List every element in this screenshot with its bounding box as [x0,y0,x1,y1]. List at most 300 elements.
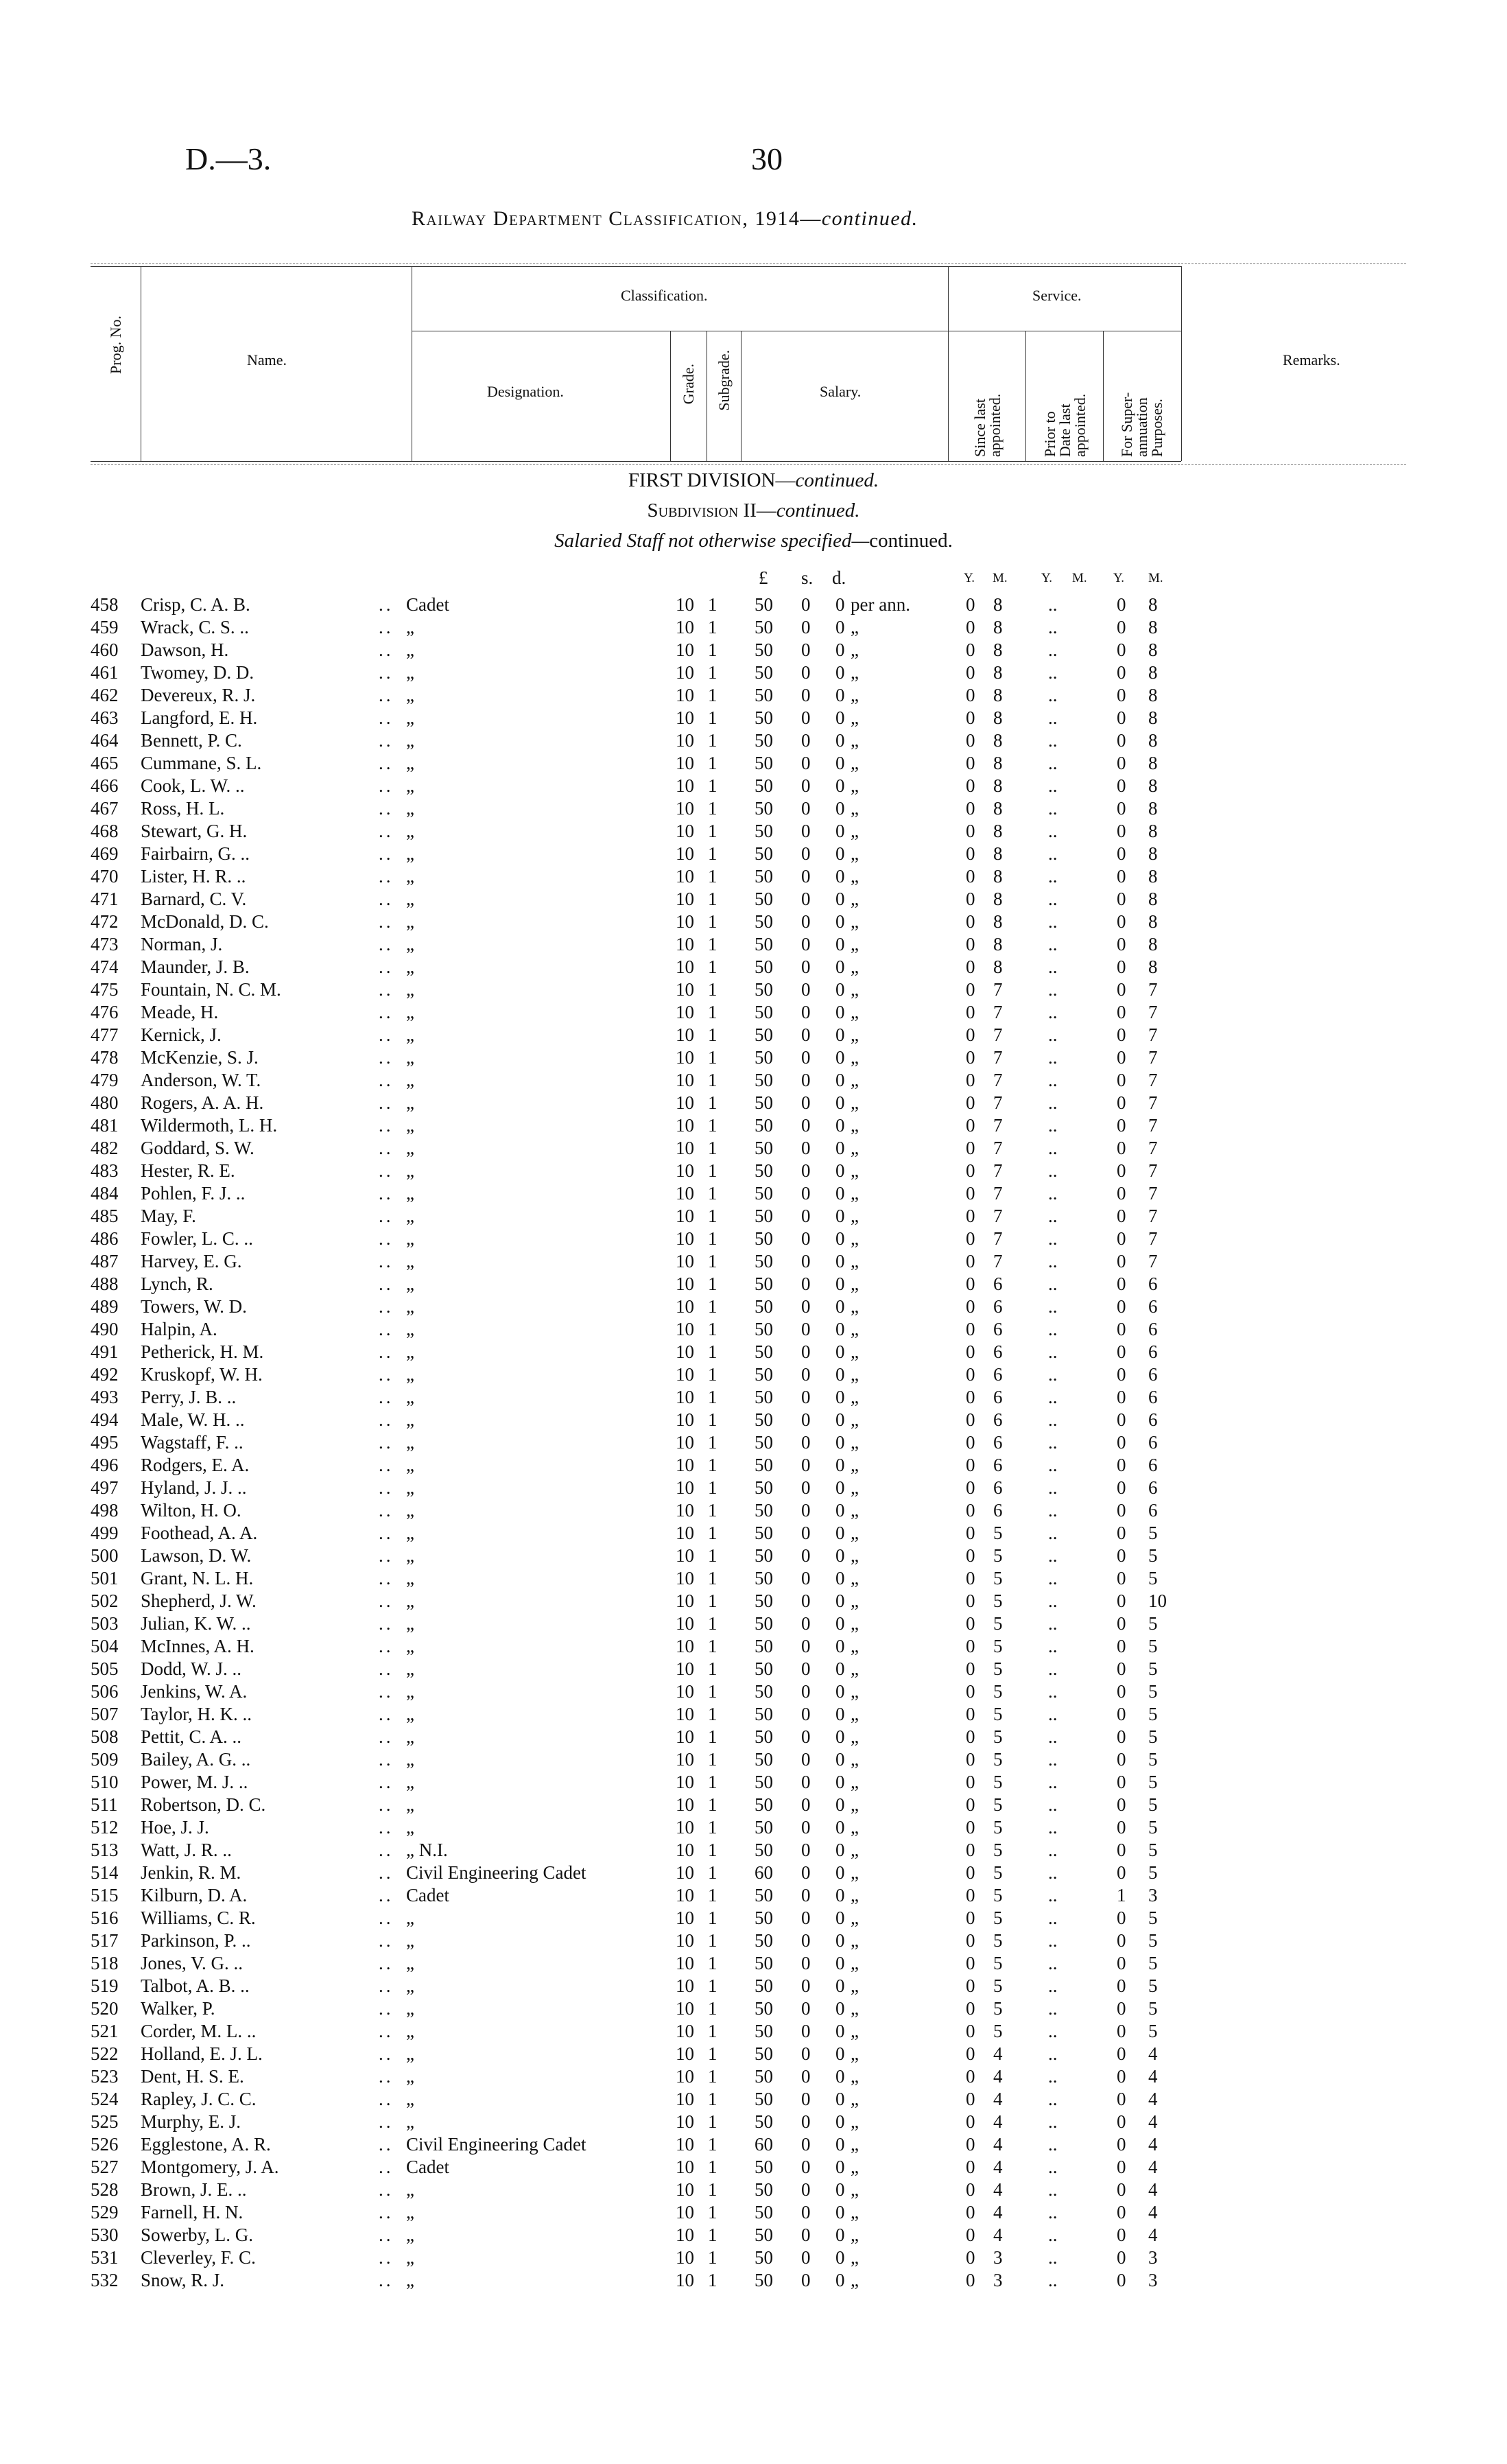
salary-shillings: 0 [801,957,811,977]
prior-service: .. [1048,1568,1058,1588]
prog-no: 463 [91,707,119,728]
since-years: 0 [966,1794,975,1815]
prior-service: .. [1048,1794,1058,1815]
since-years: 0 [966,1975,975,1996]
grade: 10 [676,1319,694,1339]
designation: „ [406,1500,414,1521]
super-years: 0 [1117,1772,1126,1792]
grade: 10 [676,1885,694,1905]
staff-name: Talbot, A. B. .. [141,1975,250,1996]
salary-period: „ [851,685,859,705]
salary-period: „ [851,1047,859,1068]
prior-service: .. [1048,1183,1058,1204]
table-row [0,1001,1507,1024]
since-months: 8 [993,843,1003,864]
salary-pence: 0 [835,1115,845,1136]
salary-pounds: 50 [755,1092,773,1113]
salary-shillings: 0 [801,1749,811,1770]
prior-service: .. [1048,1228,1058,1249]
since-months: 5 [993,1568,1003,1588]
prog-no: 505 [91,1658,119,1679]
table-row [0,1975,1507,1997]
salary-shillings: 0 [801,2179,811,2200]
since-years: 0 [966,1296,975,1317]
salary-period: „ [851,1817,859,1838]
salary-pounds: 50 [755,2202,773,2222]
prior-service: .. [1048,843,1058,864]
prog-no: 495 [91,1432,119,1453]
leader-dots: .. [379,911,394,932]
salary-pence: 0 [835,1477,845,1498]
salary-pounds: 50 [755,798,773,819]
table-row [0,1024,1507,1046]
salary-period: „ [851,2066,859,2087]
header-service: Service. [1032,287,1082,304]
grade: 10 [676,1953,694,1973]
salary-shillings: 0 [801,1002,811,1022]
staff-name: Kernick, J. [141,1024,222,1045]
salary-period: „ [851,1319,859,1339]
since-years: 0 [966,1319,975,1339]
table-row [0,1839,1507,1862]
salary-shillings: 0 [801,1591,811,1611]
prior-service: .. [1048,2270,1058,2290]
salary-pounds: 50 [755,1817,773,1838]
salary-pounds: 50 [755,1613,773,1634]
salary-pence: 0 [835,2066,845,2087]
since-months: 4 [993,2157,1003,2177]
since-years: 0 [966,2043,975,2064]
salary-shillings: 0 [801,1047,811,1068]
staff-name: Hester, R. E. [141,1160,235,1181]
since-years: 0 [966,753,975,773]
designation: Cadet [406,1885,449,1905]
super-years: 0 [1117,1138,1126,1158]
unit-since-years: Y. [964,571,975,585]
staff-name: Crisp, C. A. B. [141,594,250,615]
grade: 10 [676,1206,694,1226]
since-years: 0 [966,1568,975,1588]
leader-dots: .. [379,2089,394,2109]
salary-pence: 0 [835,1568,845,1588]
staff-name: Wagstaff, F. .. [141,1432,244,1453]
grade: 10 [676,1772,694,1792]
staff-name: Foothead, A. A. [141,1523,258,1543]
designation: „ [406,2043,414,2064]
table-row [0,1318,1507,1341]
header-name: Name. [247,351,287,368]
super-months: 5 [1148,2021,1158,2041]
salary-pence: 0 [835,1908,845,1928]
since-years: 0 [966,1160,975,1181]
prior-service: .. [1048,1908,1058,1928]
leader-dots: .. [379,1704,394,1724]
salary-shillings: 0 [801,1636,811,1656]
since-years: 0 [966,1749,975,1770]
grade: 10 [676,1500,694,1521]
salary-pounds: 50 [755,934,773,954]
salary-period: per ann. [851,594,910,615]
staff-name: Holland, E. J. L. [141,2043,263,2064]
staff-name: Williams, C. R. [141,1908,256,1928]
table-row [0,1092,1507,1114]
salary-period: „ [851,753,859,773]
super-months: 7 [1148,1115,1158,1136]
prog-no: 492 [91,1364,119,1385]
leader-dots: .. [379,957,394,977]
super-years: 0 [1117,798,1126,819]
grade: 10 [676,1160,694,1181]
salary-shillings: 0 [801,1681,811,1702]
since-months: 7 [993,1206,1003,1226]
since-years: 0 [966,1206,975,1226]
salary-shillings: 0 [801,1523,811,1543]
subgrade: 1 [708,1885,717,1905]
table-row [0,956,1507,978]
super-years: 0 [1117,1296,1126,1317]
designation: Cadet [406,594,449,615]
leader-dots: .. [379,617,394,637]
super-years: 0 [1117,1726,1126,1747]
super-years: 0 [1117,1817,1126,1838]
salary-pounds: 50 [755,2066,773,2087]
super-years: 0 [1117,1704,1126,1724]
leader-dots: .. [379,1749,394,1770]
since-months: 5 [993,1975,1003,1996]
prior-service: .. [1048,1591,1058,1611]
prog-no: 461 [91,662,119,683]
prog-no: 471 [91,889,119,909]
salary-pence: 0 [835,1319,845,1339]
subgrade: 1 [708,2134,717,2155]
since-years: 0 [966,662,975,683]
designation: „ [406,1160,414,1181]
grade: 10 [676,889,694,909]
salary-period: „ [851,2179,859,2200]
since-years: 0 [966,1613,975,1634]
unit-shillings: s. [801,567,814,588]
subgrade: 1 [708,889,717,909]
col-line-designation [670,331,671,461]
since-months: 3 [993,2247,1003,2268]
header-prog-no: Prog. No. [107,316,124,374]
leader-dots: .. [379,1840,394,1860]
super-years: 0 [1117,753,1126,773]
table-row [0,2269,1507,2292]
super-years: 0 [1117,685,1126,705]
grade: 10 [676,594,694,615]
salary-shillings: 0 [801,1364,811,1385]
col-line-prior [1103,331,1104,461]
subgrade: 1 [708,1953,717,1973]
table-row [0,2111,1507,2133]
unit-pound: £ [759,567,768,588]
prior-service: .. [1048,1840,1058,1860]
salary-pounds: 50 [755,1749,773,1770]
since-months: 8 [993,934,1003,954]
table-row [0,1431,1507,1454]
super-years: 0 [1117,934,1126,954]
designation: „ [406,1930,414,1951]
prior-service: .. [1048,2157,1058,2177]
prog-no: 499 [91,1523,119,1543]
since-years: 0 [966,1183,975,1204]
salary-shillings: 0 [801,1726,811,1747]
leader-dots: .. [379,1092,394,1113]
prog-no: 482 [91,1138,119,1158]
subgrade: 1 [708,2202,717,2222]
table-row [0,616,1507,639]
salary-shillings: 0 [801,1613,811,1634]
since-years: 0 [966,2157,975,2177]
designation: „ [406,1908,414,1928]
grade: 10 [676,1975,694,1996]
staff-name: Bailey, A. G. .. [141,1749,251,1770]
table-row [0,775,1507,797]
super-months: 8 [1148,798,1158,819]
salary-period: „ [851,1092,859,1113]
prior-service: .. [1048,685,1058,705]
subgrade: 1 [708,934,717,954]
super-years: 0 [1117,730,1126,751]
subgrade: 1 [708,2089,717,2109]
prior-service: .. [1048,1772,1058,1792]
designation: „ [406,1726,414,1747]
subgrade: 1 [708,594,717,615]
prior-service: .. [1048,889,1058,909]
prog-no: 504 [91,1636,119,1656]
salary-pence: 0 [835,1794,845,1815]
staff-name: Rapley, J. C. C. [141,2089,257,2109]
salary-pounds: 60 [755,1862,773,1883]
since-months: 6 [993,1432,1003,1453]
table-row [0,1952,1507,1975]
grade: 10 [676,1523,694,1543]
since-years: 0 [966,843,975,864]
salary-shillings: 0 [801,1183,811,1204]
since-years: 0 [966,640,975,660]
prior-service: .. [1048,1274,1058,1294]
grade: 10 [676,2134,694,2155]
prior-service: .. [1048,1251,1058,1271]
salary-period: „ [851,1115,859,1136]
salary-shillings: 0 [801,934,811,954]
super-years: 0 [1117,843,1126,864]
salary-pence: 0 [835,1364,845,1385]
since-months: 7 [993,979,1003,1000]
staff-name: Walker, P. [141,1998,215,2019]
salary-shillings: 0 [801,1953,811,1973]
prior-service: .. [1048,1387,1058,1407]
since-years: 0 [966,2111,975,2132]
leader-dots: .. [379,2202,394,2222]
prog-no: 507 [91,1704,119,1724]
staff-name: Dent, H. S. E. [141,2066,244,2087]
salary-pence: 0 [835,617,845,637]
salary-pence: 0 [835,1183,845,1204]
salary-period: „ [851,2270,859,2290]
salary-shillings: 0 [801,889,811,909]
leader-dots: .. [379,1002,394,1022]
since-years: 0 [966,821,975,841]
since-months: 8 [993,662,1003,683]
prior-service: .. [1048,753,1058,773]
since-months: 8 [993,594,1003,615]
prog-no: 494 [91,1409,119,1430]
since-years: 0 [966,1840,975,1860]
super-months: 3 [1148,2247,1158,2268]
table-row [0,1590,1507,1612]
leader-dots: .. [379,979,394,1000]
prior-service: .. [1048,2179,1058,2200]
subgrade: 1 [708,1772,717,1792]
table-row [0,888,1507,911]
salary-pence: 0 [835,843,845,864]
since-months: 5 [993,1749,1003,1770]
designation: „ [406,1477,414,1498]
super-months: 8 [1148,662,1158,683]
leader-dots: .. [379,1274,394,1294]
grade: 10 [676,640,694,660]
designation: „ [406,662,414,683]
salary-period: „ [851,1545,859,1566]
staff-name: Goddard, S. W. [141,1138,254,1158]
grade: 10 [676,1817,694,1838]
salary-pence: 0 [835,1523,845,1543]
salary-pounds: 50 [755,1545,773,1566]
table-row [0,2156,1507,2179]
subgrade: 1 [708,798,717,819]
super-months: 3 [1148,2270,1158,2290]
leader-dots: .. [379,1953,394,1973]
designation: „ [406,1274,414,1294]
table-row [0,978,1507,1001]
prior-service: .. [1048,2134,1058,2155]
table-row [0,2179,1507,2201]
salary-period: „ [851,707,859,728]
super-years: 0 [1117,2089,1126,2109]
since-months: 8 [993,685,1003,705]
staff-name: Egglestone, A. R. [141,2134,271,2155]
table-row [0,1341,1507,1363]
prior-service: .. [1048,1024,1058,1045]
salary-period: „ [851,1523,859,1543]
salary-pounds: 50 [755,2157,773,2177]
salary-pounds: 50 [755,911,773,932]
staff-name: Farnell, H. N. [141,2202,244,2222]
grade: 10 [676,2157,694,2177]
table-row [0,2020,1507,2043]
salary-shillings: 0 [801,1251,811,1271]
leader-dots: .. [379,2043,394,2064]
leader-dots: .. [379,685,394,705]
salary-pence: 0 [835,1613,845,1634]
table-row [0,1114,1507,1137]
subgrade: 1 [708,1409,717,1430]
since-months: 5 [993,1545,1003,1566]
leader-dots: .. [379,2111,394,2132]
super-months: 7 [1148,1047,1158,1068]
salary-pence: 0 [835,2247,845,2268]
prior-service: .. [1048,1364,1058,1385]
super-months: 8 [1148,685,1158,705]
since-years: 0 [966,1545,975,1566]
super-months: 5 [1148,1681,1158,1702]
since-years: 0 [966,1432,975,1453]
table-row [0,639,1507,661]
leader-dots: .. [379,889,394,909]
salary-pence: 0 [835,1817,845,1838]
since-months: 7 [993,1070,1003,1090]
super-years: 0 [1117,1274,1126,1294]
salary-period: „ [851,2111,859,2132]
designation: „ [406,1409,414,1430]
since-years: 0 [966,2089,975,2109]
salary-shillings: 0 [801,1296,811,1317]
leader-dots: .. [379,866,394,887]
leader-dots: .. [379,1726,394,1747]
designation: Civil Engineering Cadet [406,2134,586,2155]
prog-no: 462 [91,685,119,705]
salary-pence: 0 [835,1206,845,1226]
grade: 10 [676,662,694,683]
since-months: 4 [993,2202,1003,2222]
table-row [0,1545,1507,1567]
salary-shillings: 0 [801,2157,811,2177]
prior-service: .. [1048,866,1058,887]
super-years: 0 [1117,1092,1126,1113]
since-years: 0 [966,775,975,796]
staff-name: Pettit, C. A. .. [141,1726,242,1747]
subgrade: 1 [708,1115,717,1136]
grade: 10 [676,2021,694,2041]
designation: Cadet [406,2157,449,2177]
since-months: 4 [993,2089,1003,2109]
prior-service: .. [1048,707,1058,728]
leader-dots: .. [379,1409,394,1430]
salary-period: „ [851,1885,859,1905]
since-years: 0 [966,1251,975,1271]
grade: 10 [676,1138,694,1158]
salary-period: „ [851,2021,859,2041]
salary-period: „ [851,730,859,751]
prior-service: .. [1048,1726,1058,1747]
super-years: 0 [1117,2043,1126,2064]
grade: 10 [676,1636,694,1656]
salary-pounds: 50 [755,1930,773,1951]
since-years: 0 [966,1772,975,1792]
salary-shillings: 0 [801,979,811,1000]
table-row [0,2133,1507,2156]
staff-name: Dodd, W. J. .. [141,1658,242,1679]
leader-dots: .. [379,1477,394,1498]
grade: 10 [676,1568,694,1588]
prog-no: 518 [91,1953,119,1973]
since-years: 0 [966,617,975,637]
table-row [0,1386,1507,1409]
super-years: 0 [1117,1975,1126,1996]
salary-period: „ [851,1160,859,1181]
salary-pence: 0 [835,1296,845,1317]
since-years: 0 [966,1500,975,1521]
super-years: 0 [1117,957,1126,977]
super-years: 0 [1117,979,1126,1000]
leader-dots: .. [379,1545,394,1566]
leader-dots: .. [379,1568,394,1588]
super-months: 5 [1148,1998,1158,2019]
salary-pence: 0 [835,798,845,819]
designation: „ [406,798,414,819]
